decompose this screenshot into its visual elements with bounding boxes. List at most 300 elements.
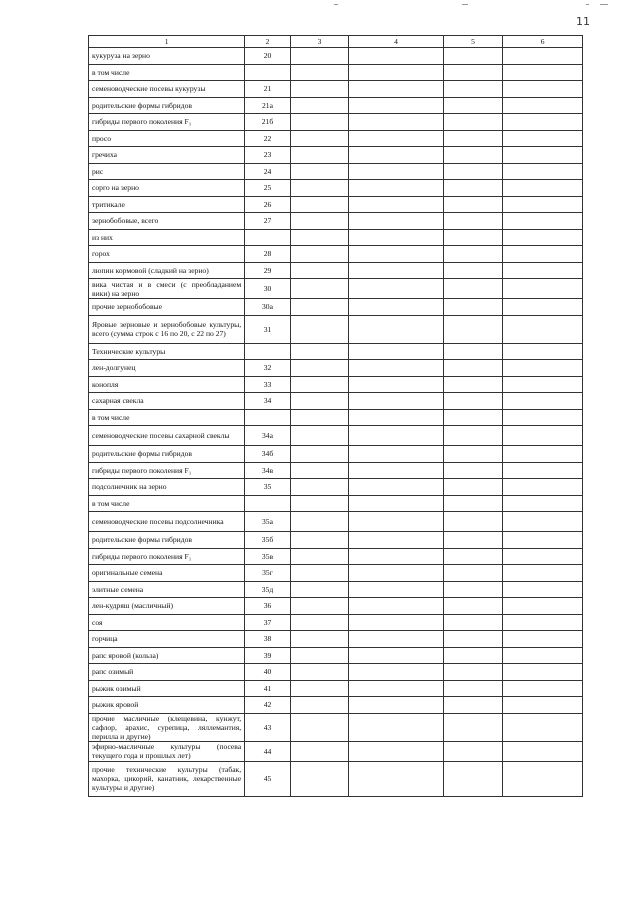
value-cell-col4[interactable] — [349, 631, 444, 648]
value-cell-col4[interactable] — [349, 64, 444, 81]
row-label: люпин кормовой (сладкий на зерно) — [89, 262, 245, 279]
value-cell-col4[interactable] — [349, 581, 444, 598]
value-cell-col4[interactable] — [349, 479, 444, 496]
value-cell-col4[interactable] — [349, 393, 444, 410]
value-cell-col3[interactable] — [290, 376, 348, 393]
value-cell-col4[interactable] — [349, 97, 444, 114]
value-cell-col6[interactable] — [503, 614, 583, 631]
value-cell-col6[interactable] — [503, 279, 583, 299]
value-cell-col6[interactable] — [503, 631, 583, 648]
value-cell-col3[interactable] — [290, 713, 348, 741]
value-cell-col3[interactable] — [290, 598, 348, 615]
table-row — [89, 761, 583, 796]
value-cell-col3[interactable] — [290, 409, 348, 426]
row-code: 32 — [245, 360, 291, 377]
row-code: 41 — [245, 680, 291, 697]
value-cell-col5[interactable] — [443, 163, 502, 180]
value-cell-col5[interactable] — [443, 409, 502, 426]
value-cell-col5[interactable] — [443, 315, 502, 343]
value-cell-col5[interactable] — [443, 299, 502, 316]
row-label: прочие зернобобовые — [89, 299, 245, 316]
row-code: 34 — [245, 393, 291, 410]
value-cell-col3[interactable] — [290, 548, 348, 565]
table-row — [89, 81, 583, 98]
value-cell-col5[interactable] — [443, 196, 502, 213]
row-label: из них — [89, 229, 245, 246]
value-cell-col4[interactable] — [349, 262, 444, 279]
value-cell-col4[interactable] — [349, 446, 444, 463]
value-cell-col4[interactable] — [349, 680, 444, 697]
table-row — [89, 130, 583, 147]
value-cell-col5[interactable] — [443, 114, 502, 131]
value-cell-col3[interactable] — [290, 462, 348, 479]
row-label: вика чистая и в смеси (с преобладанием вики) на зерно — [89, 279, 245, 299]
row-code: 21б — [245, 114, 291, 131]
value-cell-col3[interactable] — [290, 495, 348, 512]
value-cell-col4[interactable] — [349, 299, 444, 316]
value-cell-col4[interactable] — [349, 614, 444, 631]
table-row — [89, 213, 583, 230]
value-cell-col6[interactable] — [503, 163, 583, 180]
value-cell-col4[interactable] — [349, 343, 444, 360]
row-code: 28 — [245, 246, 291, 263]
value-cell-col6[interactable] — [503, 512, 583, 532]
table-row — [89, 462, 583, 479]
table-row — [89, 446, 583, 463]
row-code: 35а — [245, 512, 291, 532]
row-code — [245, 343, 291, 360]
value-cell-col6[interactable] — [503, 741, 583, 761]
value-cell-col4[interactable] — [349, 761, 444, 796]
row-label: прочие технические культуры (табак, махорка, цикорий, канатник, лекарственные культуры и другие) — [89, 761, 245, 796]
table-row — [89, 548, 583, 565]
value-cell-col5[interactable] — [443, 581, 502, 598]
value-cell-col5[interactable] — [443, 426, 502, 446]
row-label: оригинальные семена — [89, 565, 245, 582]
value-cell-col6[interactable] — [503, 262, 583, 279]
value-cell-col5[interactable] — [443, 631, 502, 648]
value-cell-col3[interactable] — [290, 262, 348, 279]
table-row — [89, 229, 583, 246]
scan-mark — [334, 4, 338, 5]
value-cell-col3[interactable] — [290, 647, 348, 664]
row-code: 45 — [245, 761, 291, 796]
table-row — [89, 196, 583, 213]
row-code: 22 — [245, 130, 291, 147]
row-label: гречиха — [89, 147, 245, 164]
value-cell-col5[interactable] — [443, 697, 502, 714]
value-cell-col6[interactable] — [503, 565, 583, 582]
table-row — [89, 581, 583, 598]
value-cell-col6[interactable] — [503, 697, 583, 714]
row-label: прочие масличные (клещевина, кунжут, сафлор, арахис, сурепица, ляллемантия, перилла и другие) — [89, 713, 245, 741]
value-cell-col5[interactable] — [443, 262, 502, 279]
value-cell-col5[interactable] — [443, 446, 502, 463]
column-header: 1 — [89, 36, 245, 48]
value-cell-col4[interactable] — [349, 462, 444, 479]
value-cell-col5[interactable] — [443, 664, 502, 681]
value-cell-col3[interactable] — [290, 180, 348, 197]
value-cell-col6[interactable] — [503, 761, 583, 796]
value-cell-col4[interactable] — [349, 48, 444, 65]
column-header: 5 — [443, 36, 502, 48]
row-code: 25 — [245, 180, 291, 197]
value-cell-col4[interactable] — [349, 376, 444, 393]
row-label: родительские формы гибридов — [89, 97, 245, 114]
value-cell-col6[interactable] — [503, 229, 583, 246]
row-label: лен-долгунец — [89, 360, 245, 377]
table-row — [89, 565, 583, 582]
row-code: 30а — [245, 299, 291, 316]
value-cell-col6[interactable] — [503, 213, 583, 230]
value-cell-col6[interactable] — [503, 462, 583, 479]
value-cell-col4[interactable] — [349, 360, 444, 377]
value-cell-col5[interactable] — [443, 393, 502, 410]
table-row — [89, 532, 583, 549]
value-cell-col4[interactable] — [349, 213, 444, 230]
value-cell-col6[interactable] — [503, 97, 583, 114]
row-label: родительские формы гибридов — [89, 446, 245, 463]
row-label: тритикале — [89, 196, 245, 213]
value-cell-col5[interactable] — [443, 246, 502, 263]
column-header: 6 — [503, 36, 583, 48]
value-cell-col3[interactable] — [290, 97, 348, 114]
value-cell-col5[interactable] — [443, 279, 502, 299]
value-cell-col3[interactable] — [290, 426, 348, 446]
table-row — [89, 163, 583, 180]
value-cell-col6[interactable] — [503, 130, 583, 147]
row-label: эфирно-масличные культуры (посева текущего года и прошлых лет) — [89, 741, 245, 761]
table-row — [89, 495, 583, 512]
value-cell-col5[interactable] — [443, 343, 502, 360]
row-label: в том числе — [89, 64, 245, 81]
value-cell-col5[interactable] — [443, 462, 502, 479]
row-code: 37 — [245, 614, 291, 631]
value-cell-col6[interactable] — [503, 147, 583, 164]
value-cell-col3[interactable] — [290, 130, 348, 147]
value-cell-col4[interactable] — [349, 279, 444, 299]
row-code: 35д — [245, 581, 291, 598]
value-cell-col5[interactable] — [443, 64, 502, 81]
value-cell-col3[interactable] — [290, 664, 348, 681]
value-cell-col4[interactable] — [349, 565, 444, 582]
value-cell-col3[interactable] — [290, 343, 348, 360]
value-cell-col5[interactable] — [443, 741, 502, 761]
value-cell-col4[interactable] — [349, 196, 444, 213]
column-header: 4 — [349, 36, 444, 48]
row-label: семеноводческие посевы кукурузы — [89, 81, 245, 98]
value-cell-col5[interactable] — [443, 130, 502, 147]
value-cell-col6[interactable] — [503, 393, 583, 410]
value-cell-col3[interactable] — [290, 299, 348, 316]
table-row — [89, 741, 583, 761]
row-label: гибриды первого поколения F₁ — [89, 114, 245, 131]
value-cell-col3[interactable] — [290, 360, 348, 377]
table-row — [89, 64, 583, 81]
table-row — [89, 409, 583, 426]
row-code: 20 — [245, 48, 291, 65]
row-label: в том числе — [89, 409, 245, 426]
column-header: 2 — [245, 36, 291, 48]
row-code: 35 — [245, 479, 291, 496]
row-code: 34в — [245, 462, 291, 479]
row-code: 34б — [245, 446, 291, 463]
value-cell-col5[interactable] — [443, 229, 502, 246]
value-cell-col4[interactable] — [349, 713, 444, 741]
value-cell-col6[interactable] — [503, 581, 583, 598]
row-label: рис — [89, 163, 245, 180]
value-cell-col5[interactable] — [443, 360, 502, 377]
value-cell-col4[interactable] — [349, 114, 444, 131]
value-cell-col3[interactable] — [290, 761, 348, 796]
value-cell-col5[interactable] — [443, 97, 502, 114]
row-label: гибриды первого поколения F₁ — [89, 462, 245, 479]
row-code: 43 — [245, 713, 291, 741]
row-code: 23 — [245, 147, 291, 164]
value-cell-col5[interactable] — [443, 376, 502, 393]
row-label: Технические культуры — [89, 343, 245, 360]
table-row — [89, 713, 583, 741]
table-row — [89, 647, 583, 664]
value-cell-col6[interactable] — [503, 246, 583, 263]
value-cell-col3[interactable] — [290, 213, 348, 230]
row-label: семеноводческие посевы сахарной свеклы — [89, 426, 245, 446]
value-cell-col3[interactable] — [290, 163, 348, 180]
row-label: элитные семена — [89, 581, 245, 598]
table-row — [89, 343, 583, 360]
table-row — [89, 114, 583, 131]
value-cell-col3[interactable] — [290, 393, 348, 410]
value-cell-col4[interactable] — [349, 147, 444, 164]
value-cell-col3[interactable] — [290, 147, 348, 164]
scan-mark — [586, 4, 589, 5]
table-row — [89, 512, 583, 532]
value-cell-col6[interactable] — [503, 114, 583, 131]
value-cell-col5[interactable] — [443, 548, 502, 565]
value-cell-col4[interactable] — [349, 426, 444, 446]
scan-mark — [600, 4, 608, 5]
value-cell-col6[interactable] — [503, 713, 583, 741]
value-cell-col3[interactable] — [290, 196, 348, 213]
value-cell-col4[interactable] — [349, 81, 444, 98]
value-cell-col6[interactable] — [503, 180, 583, 197]
value-cell-col6[interactable] — [503, 48, 583, 65]
value-cell-col4[interactable] — [349, 548, 444, 565]
table-row — [89, 680, 583, 697]
value-cell-col4[interactable] — [349, 163, 444, 180]
value-cell-col3[interactable] — [290, 631, 348, 648]
row-code: 44 — [245, 741, 291, 761]
value-cell-col5[interactable] — [443, 479, 502, 496]
value-cell-col3[interactable] — [290, 479, 348, 496]
value-cell-col6[interactable] — [503, 409, 583, 426]
row-label: горох — [89, 246, 245, 263]
value-cell-col3[interactable] — [290, 581, 348, 598]
value-cell-col3[interactable] — [290, 81, 348, 98]
value-cell-col5[interactable] — [443, 647, 502, 664]
value-cell-col5[interactable] — [443, 614, 502, 631]
row-code: 27 — [245, 213, 291, 230]
value-cell-col5[interactable] — [443, 598, 502, 615]
table-row — [89, 147, 583, 164]
value-cell-col3[interactable] — [290, 614, 348, 631]
value-cell-col4[interactable] — [349, 664, 444, 681]
table-row — [89, 376, 583, 393]
value-cell-col5[interactable] — [443, 81, 502, 98]
value-cell-col6[interactable] — [503, 664, 583, 681]
value-cell-col4[interactable] — [349, 741, 444, 761]
row-label: просо — [89, 130, 245, 147]
value-cell-col4[interactable] — [349, 246, 444, 263]
value-cell-col4[interactable] — [349, 315, 444, 343]
column-header: 3 — [290, 36, 348, 48]
value-cell-col6[interactable] — [503, 299, 583, 316]
value-cell-col3[interactable] — [290, 246, 348, 263]
value-cell-col3[interactable] — [290, 48, 348, 65]
table-row — [89, 664, 583, 681]
row-code: 31 — [245, 315, 291, 343]
table-row — [89, 393, 583, 410]
row-label: подсолнечник на зерно — [89, 479, 245, 496]
value-cell-col5[interactable] — [443, 761, 502, 796]
value-cell-col5[interactable] — [443, 180, 502, 197]
table-row — [89, 598, 583, 615]
row-code: 30 — [245, 279, 291, 299]
row-code: 26 — [245, 196, 291, 213]
row-code: 35г — [245, 565, 291, 582]
row-label: рапс яровой (кольза) — [89, 647, 245, 664]
value-cell-col5[interactable] — [443, 532, 502, 549]
row-code: 34а — [245, 426, 291, 446]
row-label: сорго на зерно — [89, 180, 245, 197]
value-cell-col3[interactable] — [290, 741, 348, 761]
row-label: рыжик яровой — [89, 697, 245, 714]
value-cell-col4[interactable] — [349, 409, 444, 426]
value-cell-col6[interactable] — [503, 360, 583, 377]
value-cell-col6[interactable] — [503, 548, 583, 565]
value-cell-col6[interactable] — [503, 81, 583, 98]
value-cell-col3[interactable] — [290, 697, 348, 714]
value-cell-col3[interactable] — [290, 114, 348, 131]
value-cell-col6[interactable] — [503, 598, 583, 615]
value-cell-col6[interactable] — [503, 343, 583, 360]
value-cell-col4[interactable] — [349, 512, 444, 532]
value-cell-col3[interactable] — [290, 532, 348, 549]
table-row — [89, 279, 583, 299]
table-row — [89, 180, 583, 197]
value-cell-col6[interactable] — [503, 446, 583, 463]
value-cell-col5[interactable] — [443, 495, 502, 512]
row-label: рапс озимый — [89, 664, 245, 681]
value-cell-col4[interactable] — [349, 229, 444, 246]
row-code: 42 — [245, 697, 291, 714]
row-code: 35в — [245, 548, 291, 565]
value-cell-col6[interactable] — [503, 376, 583, 393]
value-cell-col6[interactable] — [503, 479, 583, 496]
row-code: 21а — [245, 97, 291, 114]
value-cell-col3[interactable] — [290, 680, 348, 697]
value-cell-col6[interactable] — [503, 532, 583, 549]
table-row — [89, 97, 583, 114]
value-cell-col6[interactable] — [503, 426, 583, 446]
row-label: рыжик озимый — [89, 680, 245, 697]
row-code: 38 — [245, 631, 291, 648]
page-number: 11 — [576, 15, 590, 28]
table-row — [89, 614, 583, 631]
table-row — [89, 631, 583, 648]
crop-area-table — [88, 35, 583, 797]
row-label: сахарная свекла — [89, 393, 245, 410]
value-cell-col3[interactable] — [290, 512, 348, 532]
row-label: горчица — [89, 631, 245, 648]
value-cell-col3[interactable] — [290, 279, 348, 299]
row-label: соя — [89, 614, 245, 631]
value-cell-col4[interactable] — [349, 598, 444, 615]
row-code: 24 — [245, 163, 291, 180]
row-code: 21 — [245, 81, 291, 98]
row-label: кукуруза на зерно — [89, 48, 245, 65]
row-code: 39 — [245, 647, 291, 664]
value-cell-col5[interactable] — [443, 147, 502, 164]
row-label: семеноводческие посевы подсолнечника — [89, 512, 245, 532]
row-code — [245, 64, 291, 81]
row-code: 40 — [245, 664, 291, 681]
table-row — [89, 479, 583, 496]
table-row — [89, 315, 583, 343]
value-cell-col5[interactable] — [443, 213, 502, 230]
value-cell-col4[interactable] — [349, 495, 444, 512]
value-cell-col4[interactable] — [349, 180, 444, 197]
table-row — [89, 299, 583, 316]
row-label: гибриды первого поколения F₁ — [89, 548, 245, 565]
value-cell-col3[interactable] — [290, 446, 348, 463]
table-row — [89, 360, 583, 377]
row-code — [245, 229, 291, 246]
value-cell-col4[interactable] — [349, 697, 444, 714]
value-cell-col4[interactable] — [349, 532, 444, 549]
scan-mark — [462, 4, 468, 5]
value-cell-col5[interactable] — [443, 48, 502, 65]
value-cell-col4[interactable] — [349, 130, 444, 147]
value-cell-col4[interactable] — [349, 647, 444, 664]
value-cell-col6[interactable] — [503, 647, 583, 664]
table-row — [89, 697, 583, 714]
value-cell-col6[interactable] — [503, 315, 583, 343]
table-row — [89, 246, 583, 263]
row-code: 33 — [245, 376, 291, 393]
value-cell-col5[interactable] — [443, 512, 502, 532]
value-cell-col5[interactable] — [443, 680, 502, 697]
row-code — [245, 409, 291, 426]
row-label: конопля — [89, 376, 245, 393]
value-cell-col6[interactable] — [503, 495, 583, 512]
value-cell-col5[interactable] — [443, 565, 502, 582]
value-cell-col6[interactable] — [503, 64, 583, 81]
value-cell-col5[interactable] — [443, 713, 502, 741]
table-row — [89, 262, 583, 279]
value-cell-col3[interactable] — [290, 64, 348, 81]
row-label: лен-кудряш (масличный) — [89, 598, 245, 615]
value-cell-col3[interactable] — [290, 565, 348, 582]
value-cell-col6[interactable] — [503, 196, 583, 213]
value-cell-col3[interactable] — [290, 229, 348, 246]
value-cell-col3[interactable] — [290, 315, 348, 343]
row-code: 35б — [245, 532, 291, 549]
row-label: Яровые зерновые и зернобобовые культуры, всего (сумма строк с 16 по 20, с 22 по 27) — [89, 315, 245, 343]
table-row — [89, 48, 583, 65]
row-code — [245, 495, 291, 512]
value-cell-col6[interactable] — [503, 680, 583, 697]
